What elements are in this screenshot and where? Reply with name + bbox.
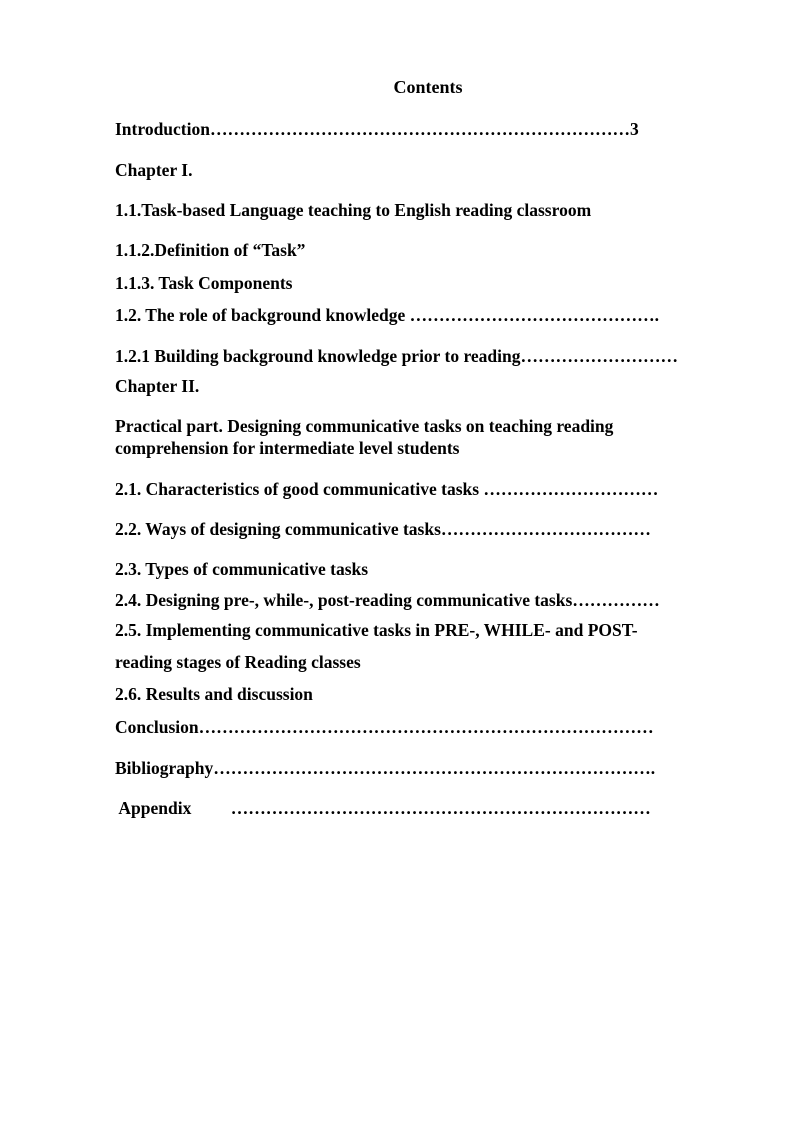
toc-entry-2-4: 2.4. Designing pre-, while-, post-reading communicative tasks……………: [115, 590, 660, 610]
toc-entry-appendix: Appendix ………………………………………………………………: [115, 798, 651, 818]
toc-entry-1-1-3: 1.1.3. Task Components: [115, 273, 293, 293]
toc-entry-1-2: 1.2. The role of background knowledge …………………………………….: [115, 305, 660, 325]
toc-entry-2-6: 2.6. Results and discussion: [115, 684, 313, 704]
page-title: Contents: [393, 77, 463, 97]
toc-entry-2-2: 2.2. Ways of designing communicative tasks………………………………: [115, 519, 651, 539]
toc-entry-bibliography: Bibliography………………………………………………………………….: [115, 758, 656, 778]
toc-entry-conclusion: Conclusion……………………………………………………………………: [115, 717, 654, 737]
toc-entry-2-3: 2.3. Types of communicative tasks: [115, 559, 369, 579]
toc-entry-introduction: Introduction………………………………………………………………3: [115, 119, 639, 139]
toc-entry-practical-part: Practical part. Designing communicative tasks on teaching reading comprehension for intermediate level students: [115, 416, 614, 458]
toc-entry-2-5-continued: reading stages of Reading classes: [115, 652, 361, 672]
toc-entry-1-1-2: 1.1.2.Definition of “Task”: [115, 240, 306, 260]
toc-entry-1-2-1: 1.2.1 Building background knowledge prior to reading………………………: [115, 346, 679, 366]
toc-entry-chapter-1: Chapter I.: [115, 160, 193, 180]
toc-entry-2-1: 2.1. Characteristics of good communicative tasks …………………………: [115, 479, 659, 499]
toc-entry-chapter-2: Chapter II.: [115, 376, 200, 396]
toc-entry-1-1: 1.1.Task-based Language teaching to English reading classroom: [115, 200, 592, 220]
toc-entry-2-5: 2.5. Implementing communicative tasks in PRE-, WHILE- and POST-: [115, 620, 638, 640]
